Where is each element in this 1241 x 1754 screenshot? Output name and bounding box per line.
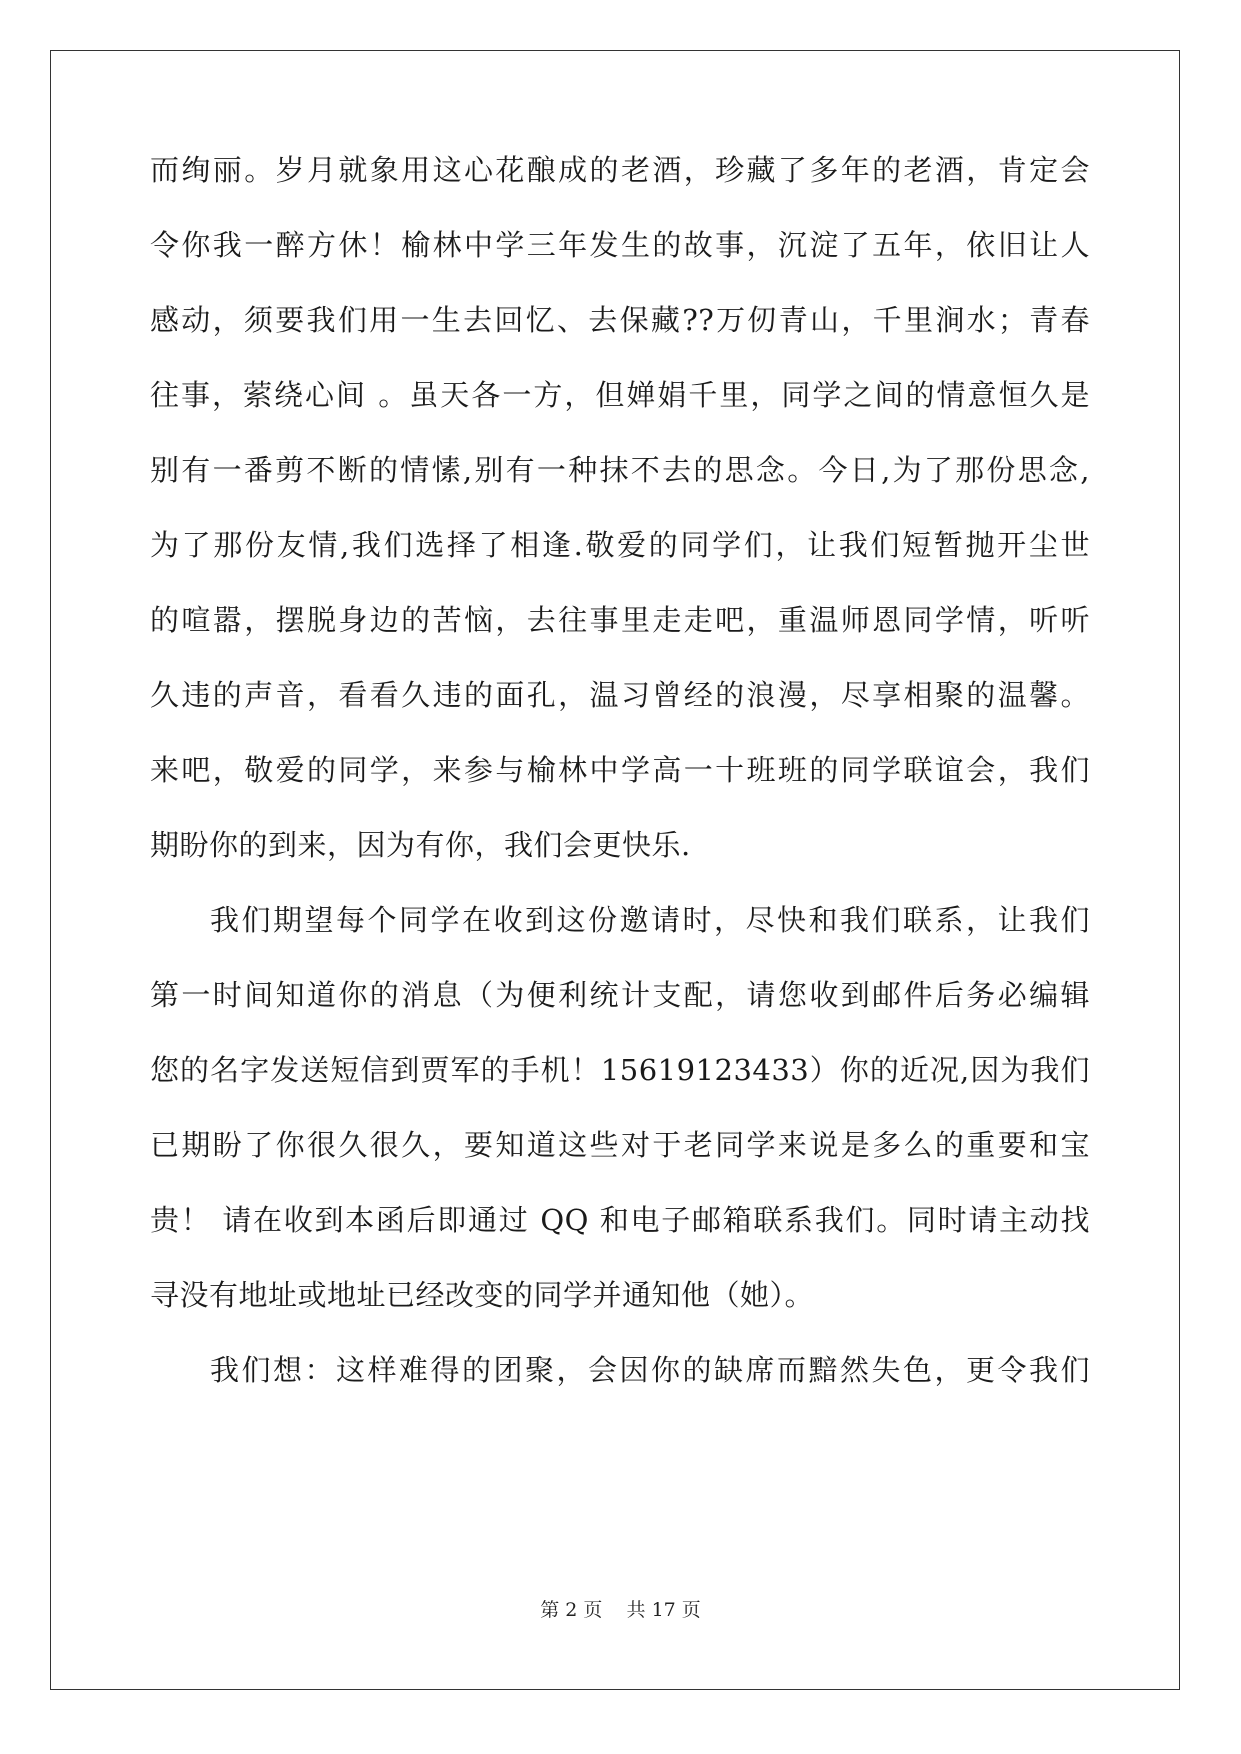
body-line: 来吧，敬爱的同学，来参与榆林中学高一十班班的同学联谊会，我们	[150, 753, 1090, 787]
body-line: 为了那份友情,我们选择了相逢.敬爱的同学们，让我们短暂抛开尘世	[150, 528, 1090, 562]
body-line: 贵！ 请在收到本函后即通过 QQ 和电子邮箱联系我们。同时请主动找	[150, 1203, 1090, 1237]
body-line: 而绚丽。岁月就象用这心花酿成的老酒，珍藏了多年的老酒，肯定会	[150, 153, 1090, 187]
paragraph-start-line: 我们想：这样难得的团聚，会因你的缺席而黯然失色，更令我们	[210, 1353, 1090, 1387]
body-line: 寻没有地址或地址已经改变的同学并通知他（她）。	[150, 1278, 815, 1312]
body-line: 您的名字发送短信到贾军的手机！15619123433）你的近况,因为我们	[150, 1053, 1090, 1087]
body-line: 久违的声音，看看久违的面孔，温习曾经的浪漫，尽享相聚的温馨。	[150, 678, 1090, 712]
page-frame	[50, 50, 1180, 1690]
body-line: 别有一番剪不断的情愫,别有一种抹不去的思念。今日,为了那份思念,	[150, 453, 1090, 487]
body-line: 已期盼了你很久很久，要知道这些对于老同学来说是多么的重要和宝	[150, 1128, 1090, 1162]
body-line: 第一时间知道你的消息（为便利统计支配，请您收到邮件后务必编辑	[150, 978, 1090, 1012]
paragraph-start-line: 我们期望每个同学在收到这份邀请时，尽快和我们联系，让我们	[210, 903, 1090, 937]
body-line: 期盼你的到来，因为有你，我们会更快乐.	[150, 828, 691, 862]
body-line: 往事，萦绕心间 。虽天各一方，但婵娟千里，同学之间的情意恒久是	[150, 378, 1090, 412]
body-line: 令你我一醉方休！榆林中学三年发生的故事，沉淀了五年，依旧让人	[150, 228, 1090, 262]
page-number-footer: 第 2 页 共 17 页	[540, 1599, 701, 1621]
body-line: 感动，须要我们用一生去回忆、去保藏??万仞青山，千里涧水；青春	[150, 303, 1090, 337]
body-line: 的喧嚣，摆脱身边的苦恼，去往事里走走吧，重温师恩同学情，听听	[150, 603, 1090, 637]
